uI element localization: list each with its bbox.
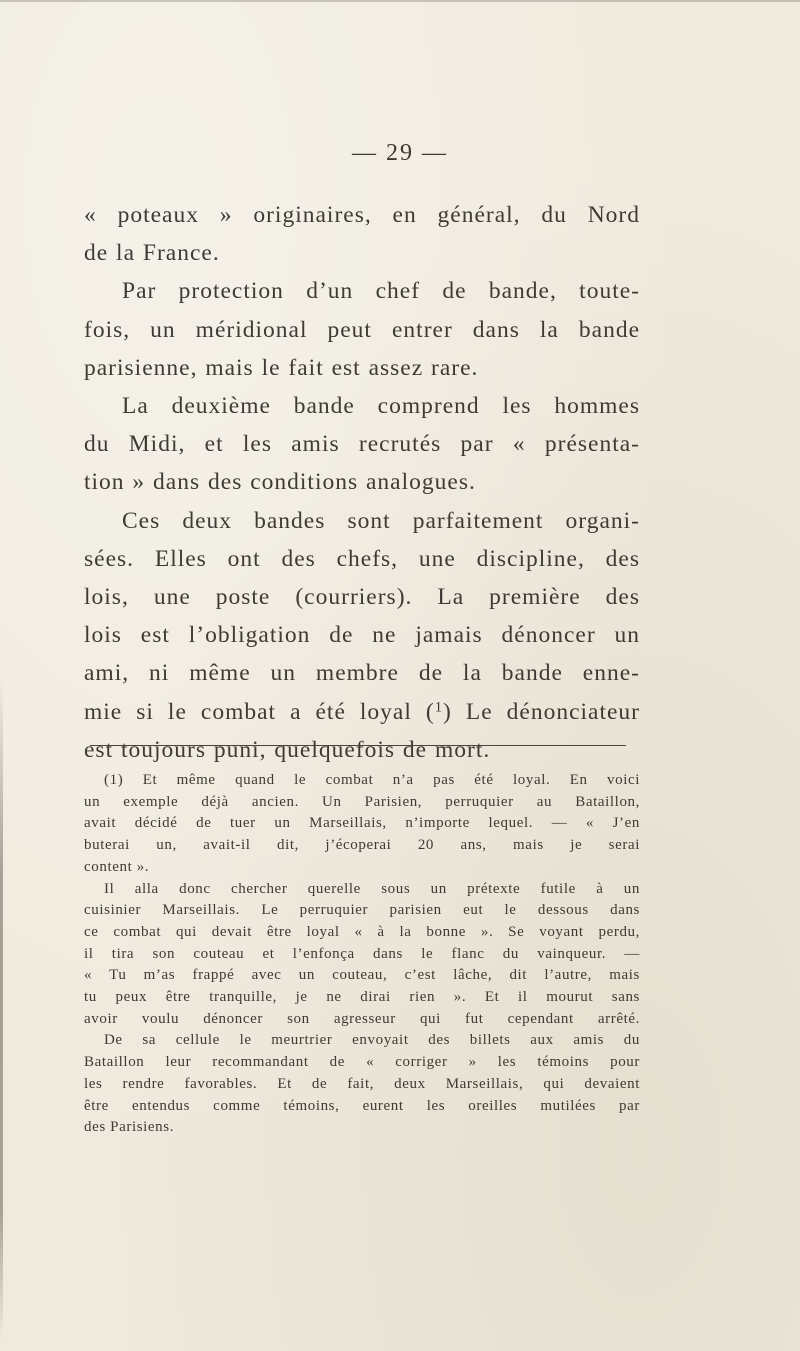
footnote-line: buterai un, avait-il dit, j’écoperai 20 ans, mais je serai [84,837,640,854]
footnote-reference[interactable]: 1 [434,699,444,716]
paragraph [84,196,640,272]
page-binding-shadow [0,680,3,1340]
text-fragment: mie si le combat a été loyal ( [84,698,435,725]
text-line: Par protection d’un chef de bande, toute- [122,278,640,305]
text-line: lois est l’obligation de ne jamais dénoncer un [84,622,640,649]
footnote-line: tu peux être tranquille, je ne dirai rien ». Et il mourut sans [84,989,640,1006]
footnote-line: avoir voulu dénoncer son agresseur qui fut cependant arrêté. [84,1010,640,1027]
footnote-paragraph [84,1030,640,1139]
footnote-line: il tira son couteau et l’enfonça dans le flanc du vainqueur. — [84,945,640,962]
footnote-line: content ». [84,858,150,875]
text-line: ami, ni même un membre de la bande enne- [84,660,640,687]
text-line: « poteaux » originaires, en général, du Nord [84,202,640,228]
footnote-line: Bataillon leur recommandant de « corriger » les témoins pour [84,1054,640,1071]
footnote-paragraph [84,879,640,1031]
footnote-paragraph [84,770,640,879]
paragraph [84,272,640,387]
text-line: La deuxième bande comprend les hommes [122,393,640,420]
footnote-separator [90,745,626,746]
footnote-line: « Tu m’as frappé avec un couteau, c’est lâche, dit l’autre, mais [84,967,640,984]
footnote-line: les rendre favorables. Et de fait, deux Marseillais, qui devaient [84,1075,640,1092]
text-line: parisienne, mais le fait est assez rare. [84,354,479,381]
text-line: est toujours puni, quelquefois de mort. [84,736,491,763]
text-line: de la France. [84,240,220,267]
footnote [84,770,640,1139]
footnote-line: De sa cellule le meurtrier envoyait des billets aux amis du [104,1032,640,1049]
footnote-line: ce combat qui devait être loyal « à la bonne ». Se voyant perdu, [84,923,640,940]
paragraph [84,387,640,502]
footnote-line: (1) Et même quand le combat n’a pas été loyal. En voici [104,772,640,788]
main-text [84,196,640,769]
text-line: lois, une poste (courriers). La première des [84,584,640,611]
text-line: tion » dans des conditions analogues. [84,469,476,496]
page-top-edge [0,0,800,2]
footnote-line: cuisinier Marseillais. Le perruquier parisien eut le dessous dans [84,902,640,919]
text-line-with-footnote-ref [84,693,640,731]
paragraph [84,502,640,769]
footnote-line: être entendus comme témoins, eurent les oreilles mutilées par [84,1097,640,1114]
text-line: fois, un méridional peut entrer dans la bande [84,316,640,343]
text-line: sées. Elles ont des chefs, une discipline, des [84,545,640,572]
text-line: Ces deux bandes sont parfaitement organi- [122,507,640,534]
text-fragment: ) Le dénonciateur [443,698,640,725]
footnote-line: un exemple déjà ancien. Un Parisien, perruquier au Bataillon, [84,793,640,810]
page-number: — 29 — [352,140,448,166]
footnote-line: des Parisiens. [84,1119,175,1136]
footnote-line: avait décidé de tuer un Marseillais, n’importe lequel. — « J’en [84,815,640,832]
footnote-line: Il alla donc chercher querelle sous un prétexte futile à un [104,880,640,897]
text-line: du Midi, et les amis recrutés par « présenta- [84,431,640,458]
